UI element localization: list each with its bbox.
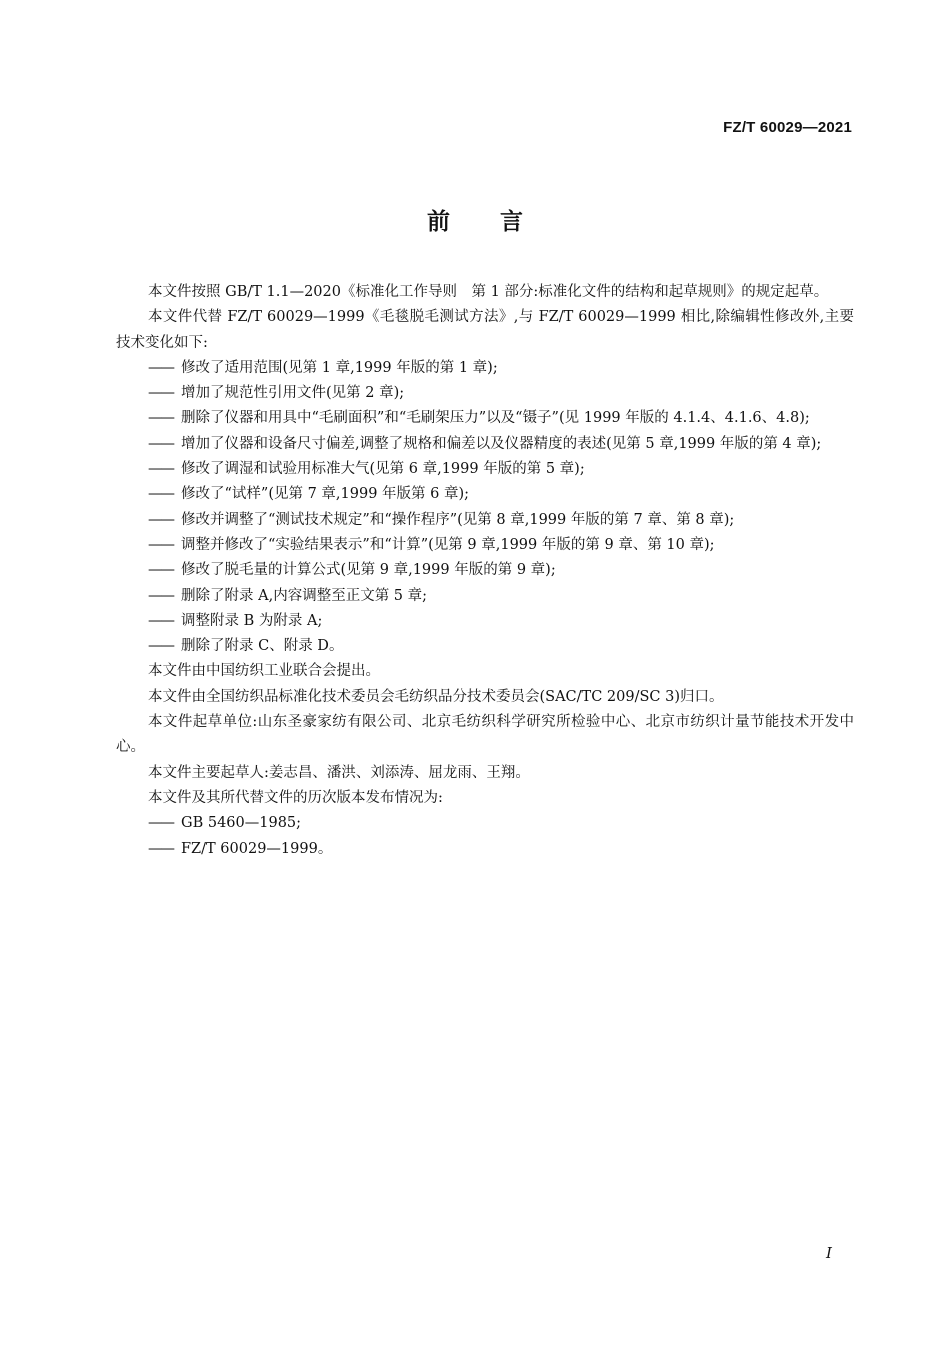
standard-number: FZ/T 60029—2021	[723, 119, 852, 136]
change-list-item	[116, 457, 854, 482]
change-list-item	[116, 356, 854, 381]
change-list-item	[116, 609, 854, 634]
change-list-item-text: 修改了“试样”(见第 7 章,1999 年版第 6 章);	[181, 486, 470, 503]
change-list-item-text: 删除了附录 C、附录 D。	[181, 638, 344, 655]
change-list-item-text: 修改了调湿和试验用标准大气(见第 6 章,1999 年版的第 5 章);	[181, 461, 585, 478]
dash-marker: ——	[148, 385, 173, 402]
dash-marker: ——	[148, 612, 173, 629]
change-list-item	[116, 558, 854, 583]
page-number: I	[826, 1244, 832, 1262]
change-list-item	[116, 508, 854, 533]
change-list-item-text: 增加了仪器和设备尺寸偏差,调整了规格和偏差以及仪器精度的表述(见第 5 章,1999 年版的第 4 章);	[181, 435, 822, 452]
dash-marker: ——	[148, 359, 173, 376]
change-list-item-text: 删除了仪器和用具中“毛刷面积”和“毛刷架压力”以及“镊子”(见 1999 年版的 4.1.4、4.1.6、4.8);	[181, 410, 810, 427]
dash-marker: ——	[148, 815, 173, 832]
foreword-body	[116, 280, 854, 862]
body-paragraph: 本文件主要起草人:姜志昌、潘洪、刘添涛、屈龙雨、王翔。	[148, 764, 530, 781]
dash-marker: ——	[148, 587, 173, 604]
body-paragraph: 本文件起草单位:山东圣豪家纺有限公司、北京毛纺织科学研究所检验中心、北京市纺织计量节能技术开发中心。	[116, 714, 854, 756]
change-list-item	[116, 482, 854, 507]
dash-marker: ——	[148, 410, 173, 427]
dash-marker: ——	[148, 461, 173, 478]
change-list-item	[116, 432, 854, 457]
change-list-item-text: 调整并修改了“实验结果表示”和“计算”(见第 9 章,1999 年版的第 9 章、第 10 章);	[181, 536, 715, 553]
change-list-item-text: FZ/T 60029—1999。	[181, 840, 333, 857]
change-list-item	[116, 381, 854, 406]
change-list-item	[116, 406, 854, 431]
change-list-item	[116, 837, 854, 862]
dash-marker: ——	[148, 638, 173, 655]
body-paragraph: 本文件由中国纺织工业联合会提出。	[148, 663, 380, 680]
dash-marker: ——	[148, 536, 173, 553]
change-list-item-text: 增加了规范性引用文件(见第 2 章);	[181, 385, 405, 402]
dash-marker: ——	[148, 840, 173, 857]
dash-marker: ——	[148, 562, 173, 579]
change-list-item-text: 修改了脱毛量的计算公式(见第 9 章,1999 年版的第 9 章);	[181, 562, 556, 579]
body-paragraph: 本文件代替 FZ/T 60029—1999《毛毯脱毛测试方法》,与 FZ/T 60029—1999 相比,除编辑性修改外,主要技术变化如下:	[116, 309, 854, 351]
change-list-item-text: GB 5460—1985;	[181, 815, 302, 832]
dash-marker: ——	[148, 511, 173, 528]
change-list-item-text: 修改并调整了“测试技术规定”和“操作程序”(见第 8 章,1999 年版的第 7 章、第 8 章);	[181, 511, 735, 528]
body-paragraph: 本文件由全国纺织品标准化技术委员会毛纺织品分技术委员会(SAC/TC 209/SC 3)归口。	[148, 688, 724, 705]
change-list-item	[116, 584, 854, 609]
change-list-item	[116, 634, 854, 659]
dash-marker: ——	[148, 435, 173, 452]
change-list-item	[116, 533, 854, 558]
change-list-item-text: 调整附录 B 为附录 A;	[181, 612, 323, 629]
change-list-item-text: 修改了适用范围(见第 1 章,1999 年版的第 1 章);	[181, 359, 498, 376]
body-paragraph: 本文件及其所代替文件的历次版本发布情况为:	[148, 789, 443, 806]
body-paragraph: 本文件按照 GB/T 1.1—2020《标准化工作导则 第 1 部分:标准化文件的结构和起草规则》的规定起草。	[148, 284, 829, 300]
page-title: 前言	[427, 209, 573, 235]
dash-marker: ——	[148, 486, 173, 503]
change-list-item-text: 删除了附录 A,内容调整至正文第 5 章;	[181, 587, 428, 604]
change-list-item	[116, 811, 854, 836]
